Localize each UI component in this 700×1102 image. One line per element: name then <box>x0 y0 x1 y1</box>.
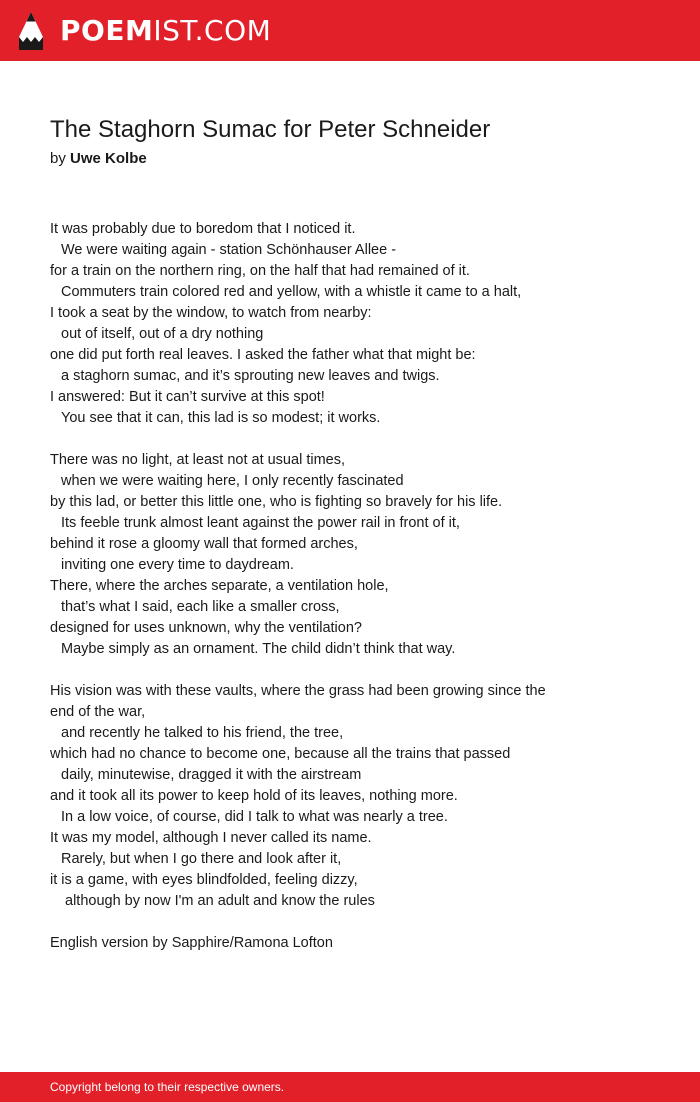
poem-line: that’s what I said, each like a smaller cross, <box>61 599 340 615</box>
stanza-break <box>50 429 550 450</box>
poem-line: It was my model, although I never called its name. <box>50 830 372 846</box>
poem-line: There, where the arches separate, a ventilation hole, <box>50 578 389 594</box>
poem-line: There was no light, at least not at usual times, <box>50 452 345 468</box>
site-logo[interactable] <box>60 13 272 47</box>
logo-light-text: IST.COM <box>153 13 272 47</box>
poem-line: In a low voice, of course, did I talk to what was nearly a tree. <box>61 809 448 825</box>
poem-line: Its feeble trunk almost leant against the power rail in front of it, <box>61 515 460 531</box>
poem-line: Maybe simply as an ornament. The child didn’t think that way. <box>61 641 456 657</box>
site-footer <box>0 1072 700 1102</box>
poem-line: Rarely, but when I go there and look after it, <box>61 851 342 867</box>
pencil-tip-icon <box>18 11 44 51</box>
byline <box>50 150 147 167</box>
poem-line: daily, minutewise, dragged it with the airstream <box>61 767 362 783</box>
stanza-break <box>50 660 550 681</box>
poem-line: behind it rose a gloomy wall that formed arches, <box>50 536 358 552</box>
poem-line: Commuters train colored red and yellow, with a whistle it came to a halt, <box>61 284 522 300</box>
poem-line: although by now I'm an adult and know the rules <box>65 893 375 909</box>
by-label: by <box>50 150 66 167</box>
poem-line: when we were waiting here, I only recently fascinated <box>61 473 404 489</box>
poem-line: out of itself, out of a dry nothing <box>61 326 264 342</box>
poem-line: and it took all its power to keep hold of its leaves, nothing more. <box>50 788 458 804</box>
poem-line: His vision was with these vaults, where the grass had been growing since the end of the war, <box>50 683 546 720</box>
poem-line: which had no chance to become one, because all the trains that passed <box>50 746 511 762</box>
poem-line: It was probably due to boredom that I noticed it. <box>50 221 356 237</box>
logo-bold-text: POEM <box>60 13 154 47</box>
poem-line: We were waiting again - station Schönhauser Allee - <box>61 242 397 258</box>
poem-line: for a train on the northern ring, on the half that had remained of it. <box>50 263 470 279</box>
poem-line: and recently he talked to his friend, the tree, <box>61 725 344 741</box>
poem-line: a staghorn sumac, and it’s sprouting new leaves and twigs. <box>61 368 440 384</box>
site-header <box>0 0 700 61</box>
poem-title: The Staghorn Sumac for Peter Schneider <box>50 116 491 143</box>
author-name[interactable]: Uwe Kolbe <box>70 150 147 167</box>
poem-line: it is a game, with eyes blindfolded, feeling dizzy, <box>50 872 358 888</box>
translator-credit: English version by Sapphire/Ramona Lofton <box>50 935 333 951</box>
stanza-break <box>50 912 550 933</box>
poem-line: I took a seat by the window, to watch from nearby: <box>50 305 372 321</box>
poem-line: one did put forth real leaves. I asked the father what that might be: <box>50 347 476 363</box>
copyright-text: Copyright belong to their respective owners. <box>50 1080 285 1094</box>
poem-line: You see that it can, this lad is so modest; it works. <box>61 410 381 426</box>
poem-line: designed for uses unknown, why the ventilation? <box>50 620 362 636</box>
poem-line: I answered: But it can’t survive at this spot! <box>50 389 325 405</box>
poem-body <box>50 219 550 954</box>
poem-line: inviting one every time to daydream. <box>61 557 294 573</box>
poem-line: by this lad, or better this little one, who is fighting so bravely for his life. <box>50 494 503 510</box>
